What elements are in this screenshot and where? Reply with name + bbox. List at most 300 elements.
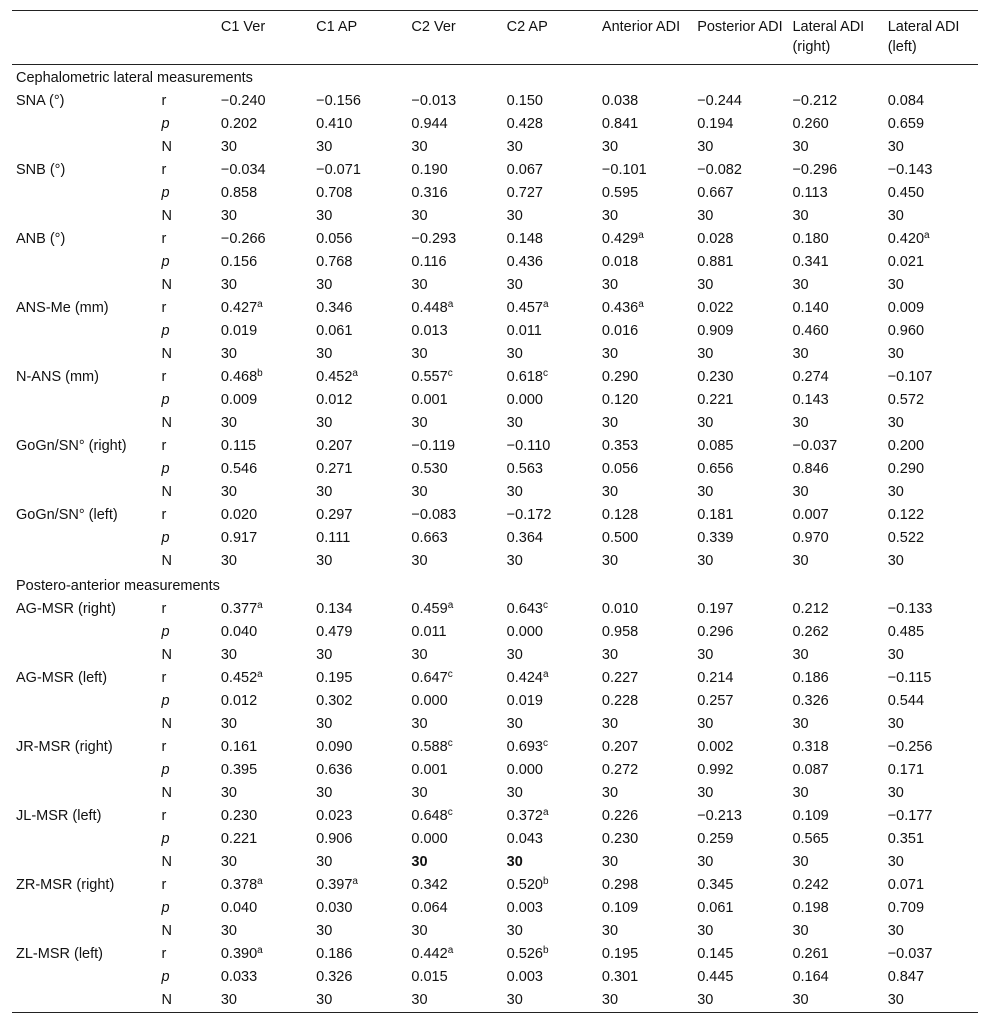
value-cell [407,805,502,828]
cell-value: 0.019 [220,323,258,339]
value-cell [693,458,788,481]
value-cell [884,920,978,943]
value-cell [312,435,407,458]
cell-value: 0.190 [411,162,448,178]
cell-value: 30 [792,277,809,293]
value-cell [503,667,598,690]
value-cell [312,621,407,644]
value-cell [693,759,788,782]
cell-value: 30 [316,716,333,732]
cell-value: 0.013 [411,323,448,339]
value-cell [598,759,693,782]
value-cell [312,897,407,920]
value-cell [788,113,883,136]
value-cell [598,897,693,920]
value-cell [503,412,598,435]
cell-value: 30 [506,484,523,500]
table-row [12,527,978,550]
table-row [12,897,978,920]
value-cell [598,644,693,667]
cell-value: 30 [887,346,904,362]
significance-marker: a [352,368,358,379]
cell-value: 0.572 [887,392,925,408]
value-cell [503,389,598,412]
value-cell [217,366,312,389]
value-cell [217,621,312,644]
cell-value: 0.242 [792,877,829,893]
cell-value: 0.364 [506,530,543,546]
value-cell [217,920,312,943]
table-row [12,713,978,736]
cell-value: 0.085 [697,438,734,454]
cell-value: 0.326 [792,693,829,709]
value-cell [503,527,598,550]
value-cell [788,897,883,920]
cell-value: 30 [506,208,523,224]
cell-value: 30 [316,208,333,224]
value-cell [693,851,788,874]
cell-value: 0.520 [506,877,543,893]
value-cell [407,667,502,690]
cell-value: 30 [506,992,523,1008]
value-cell [884,136,978,159]
value-cell [598,205,693,228]
value-cell [788,690,883,713]
stat-label: N [161,854,172,870]
cell-value: 30 [220,854,237,870]
cell-value: 0.960 [887,323,925,339]
cell-value: 0.909 [697,323,734,339]
value-cell [693,644,788,667]
cell-value: 0.161 [220,739,258,755]
cell-value: 0.526 [506,946,543,962]
cell-value: 0.011 [506,323,542,339]
value-cell [312,828,407,851]
value-cell [788,504,883,527]
cell-value: 0.111 [316,530,351,546]
value-cell [788,851,883,874]
cell-value: 0.113 [792,185,828,201]
cell-value: 0.522 [887,530,925,546]
value-cell [217,389,312,412]
significance-marker: c [542,600,548,611]
stat-label: N [161,139,172,155]
value-cell [598,527,693,550]
value-cell [217,343,312,366]
cell-value: 0.390 [220,946,258,962]
value-cell [598,90,693,113]
value-cell [503,713,598,736]
cell-value: 0.148 [506,231,543,247]
cell-value: −0.296 [792,162,838,178]
cell-value: 0.195 [601,946,639,962]
cell-value: 0.022 [697,300,734,316]
value-cell [217,527,312,550]
value-cell [598,389,693,412]
cell-value: 0.012 [220,693,258,709]
value-cell [884,805,978,828]
stat-label: r [161,808,167,824]
value-cell [217,182,312,205]
cell-value: 0.648 [411,808,448,824]
cell-value: 0.378 [220,877,258,893]
stat-label: r [161,670,167,686]
cell-value: 0.214 [697,670,734,686]
variable-name: N-ANS (mm) [16,369,99,385]
value-cell [598,736,693,759]
value-cell [788,297,883,320]
table-row [12,598,978,621]
value-cell [693,113,788,136]
value-cell [217,297,312,320]
cell-value: 30 [601,346,619,362]
cell-value: 0.377 [220,601,258,617]
value-cell [598,598,693,621]
cell-value: 0.194 [697,116,734,132]
cell-value: 0.228 [601,693,639,709]
cell-value: 30 [697,785,714,801]
cell-value: 0.858 [220,185,258,201]
cell-value: 0.200 [887,438,925,454]
table-row [12,251,978,274]
variable-name: JR-MSR (right) [16,739,113,755]
value-cell [217,435,312,458]
cell-value: 0.302 [316,693,353,709]
value-cell [407,504,502,527]
cell-value: 30 [220,923,237,939]
value-cell [407,182,502,205]
value-cell [884,182,978,205]
cell-value: 30 [697,923,714,939]
cell-value: 30 [697,992,714,1008]
significance-marker: a [447,600,454,611]
value-cell [217,943,312,966]
cell-value: 30 [506,647,523,663]
cell-value: 30 [601,647,619,663]
table-row [12,966,978,989]
cell-value: 0.530 [411,461,448,477]
table-row [12,621,978,644]
value-cell [217,828,312,851]
cell-value: 0.342 [411,877,448,893]
significance-marker: a [257,669,263,680]
value-cell [312,320,407,343]
cell-value: 0.207 [601,739,639,755]
cell-value: 30 [506,346,523,362]
cell-value: 30 [411,647,428,663]
cell-value: 0.043 [506,831,543,847]
value-cell [788,713,883,736]
value-cell [312,874,407,897]
cell-value: 30 [506,553,523,569]
cell-value: 30 [316,415,333,431]
value-cell [693,251,788,274]
value-cell [598,343,693,366]
value-cell [407,989,502,1013]
value-cell [503,159,598,182]
cell-value: 0.040 [220,624,258,640]
value-cell [407,598,502,621]
value-cell [693,136,788,159]
value-cell [217,989,312,1013]
cell-value: 0.109 [792,808,829,824]
cell-value: 0.109 [601,900,639,916]
value-cell [503,113,598,136]
value-cell [693,320,788,343]
cell-value: 30 [697,716,714,732]
cell-value: 0.643 [506,601,543,617]
value-cell [312,989,407,1013]
cell-value: −0.256 [887,739,933,755]
cell-value: 0.000 [506,624,543,640]
significance-marker: a [257,945,263,956]
cell-value: 0.030 [316,900,353,916]
cell-value: 30 [411,277,428,293]
cell-value: 30 [887,647,904,663]
significance-marker: c [447,738,453,749]
stat-label: p [161,392,170,408]
cell-value: 30 [506,923,523,939]
cell-value: 30 [220,208,237,224]
value-cell [788,759,883,782]
cell-value: 0.038 [601,93,639,109]
value-cell [217,782,312,805]
cell-value: 0.156 [220,254,258,270]
table-row [12,759,978,782]
value-cell [217,713,312,736]
value-cell [884,736,978,759]
header-anterior-adi: Anterior ADI [598,11,693,65]
value-cell [217,874,312,897]
cell-value: 0.563 [506,461,543,477]
value-cell [407,874,502,897]
cell-value: 30 [220,647,237,663]
cell-value: 30 [887,992,904,1008]
value-cell [312,598,407,621]
value-cell [884,989,978,1013]
value-cell [693,412,788,435]
cell-value: 0.061 [697,900,734,916]
value-cell [598,805,693,828]
value-cell [788,435,883,458]
value-cell [598,943,693,966]
cell-value: 30 [411,484,428,500]
cell-value: 30 [887,139,904,155]
cell-value: 0.120 [601,392,639,408]
significance-marker: b [542,876,549,887]
value-cell [407,943,502,966]
value-cell [884,274,978,297]
cell-value: 30 [220,484,237,500]
value-cell [884,113,978,136]
value-cell [884,320,978,343]
stat-label: r [161,877,167,893]
table-row [12,435,978,458]
value-cell [598,504,693,527]
value-cell [503,644,598,667]
cell-value: 0.881 [697,254,734,270]
cell-value: 0.372 [506,808,543,824]
value-cell [693,90,788,113]
cell-value: 30 [411,992,428,1008]
cell-value: 0.186 [792,670,829,686]
value-cell [693,228,788,251]
value-cell [407,159,502,182]
cell-value: 0.016 [601,323,639,339]
cell-value: 0.000 [411,831,448,847]
cell-value: 0.021 [887,254,925,270]
value-cell [788,736,883,759]
value-cell [217,228,312,251]
value-cell [503,366,598,389]
cell-value: 30 [792,139,809,155]
value-cell [503,989,598,1013]
stat-label: r [161,300,167,316]
cell-value: 30 [601,484,619,500]
value-cell [788,667,883,690]
value-cell [884,504,978,527]
cell-value: 0.500 [601,530,639,546]
cell-value: 0.647 [411,670,448,686]
variable-name: ZL-MSR (left) [16,946,103,962]
cell-value: 30 [887,716,904,732]
value-cell [598,458,693,481]
table-row [12,481,978,504]
cell-value: 30 [792,923,809,939]
value-cell [407,343,502,366]
value-cell [598,966,693,989]
cell-value: 0.002 [697,739,734,755]
cell-value: 0.143 [792,392,829,408]
cell-value: 0.452 [220,670,258,686]
cell-value: 30 [220,415,237,431]
cell-value: 30 [887,277,904,293]
value-cell [312,481,407,504]
cell-value: 0.226 [601,808,639,824]
value-cell [312,251,407,274]
value-cell [407,274,502,297]
cell-value: 30 [220,785,237,801]
value-cell [884,897,978,920]
cell-value: −0.156 [316,93,361,109]
cell-value: 0.122 [887,507,925,523]
cell-value: 0.000 [411,693,448,709]
value-cell [503,805,598,828]
value-cell [598,851,693,874]
table-row [12,805,978,828]
cell-value: 30 [506,854,523,870]
value-cell [788,989,883,1013]
cell-value: 30 [601,785,619,801]
cell-value: 0.301 [601,969,639,985]
value-cell [788,136,883,159]
cell-value: 0.468 [220,369,258,385]
cell-value: 0.428 [506,116,543,132]
table-row [12,182,978,205]
cell-value: 0.064 [411,900,448,916]
cell-value: −0.172 [506,507,552,523]
value-cell [788,320,883,343]
value-cell [503,504,598,527]
value-cell [503,435,598,458]
value-cell [503,205,598,228]
stat-label: N [161,716,172,732]
value-cell [312,113,407,136]
cell-value: 0.257 [697,693,734,709]
cell-value: 30 [316,923,333,939]
cell-value: 30 [792,992,809,1008]
cell-value: 30 [792,716,809,732]
value-cell [503,736,598,759]
cell-value: −0.013 [411,93,457,109]
cell-value: 0.015 [411,969,448,985]
cell-value: 30 [316,785,333,801]
cell-value: 0.018 [601,254,639,270]
cell-value: 0.436 [506,254,543,270]
value-cell [217,320,312,343]
cell-value: 30 [887,553,904,569]
value-cell [217,481,312,504]
variable-name: GoGn/SN° (left) [16,507,118,523]
value-cell [407,736,502,759]
cell-value: 0.546 [220,461,258,477]
value-cell [503,136,598,159]
value-cell [693,897,788,920]
table-row [12,228,978,251]
value-cell [788,274,883,297]
value-cell [407,435,502,458]
value-cell [312,182,407,205]
significance-marker: b [542,945,549,956]
value-cell [693,159,788,182]
header-c2-ver: C2 Ver [407,11,502,65]
value-cell [503,458,598,481]
variable-name: SNA (°) [16,93,65,109]
cell-value: 30 [887,208,904,224]
value-cell [788,782,883,805]
value-cell [788,458,883,481]
cell-value: 30 [411,139,428,155]
table-row [12,274,978,297]
cell-value: 0.115 [220,438,257,454]
cell-value: 0.150 [506,93,543,109]
value-cell [503,897,598,920]
value-cell [884,343,978,366]
cell-value: 30 [506,716,523,732]
cell-value: 30 [316,484,333,500]
table-row [12,136,978,159]
table-row [12,920,978,943]
significance-marker: a [638,299,644,310]
value-cell [407,389,502,412]
value-cell [598,297,693,320]
value-cell [598,435,693,458]
cell-value: 0.227 [601,670,639,686]
cell-value: 0.202 [220,116,258,132]
stat-label: r [161,438,167,454]
cell-value: 30 [697,553,714,569]
significance-marker: a [257,600,263,611]
value-cell [598,621,693,644]
stat-label: r [161,739,167,755]
value-cell [217,205,312,228]
value-cell [312,851,407,874]
table-row [12,412,978,435]
value-cell [788,159,883,182]
stat-label: N [161,785,172,801]
cell-value: 30 [411,346,428,362]
table-row [12,667,978,690]
